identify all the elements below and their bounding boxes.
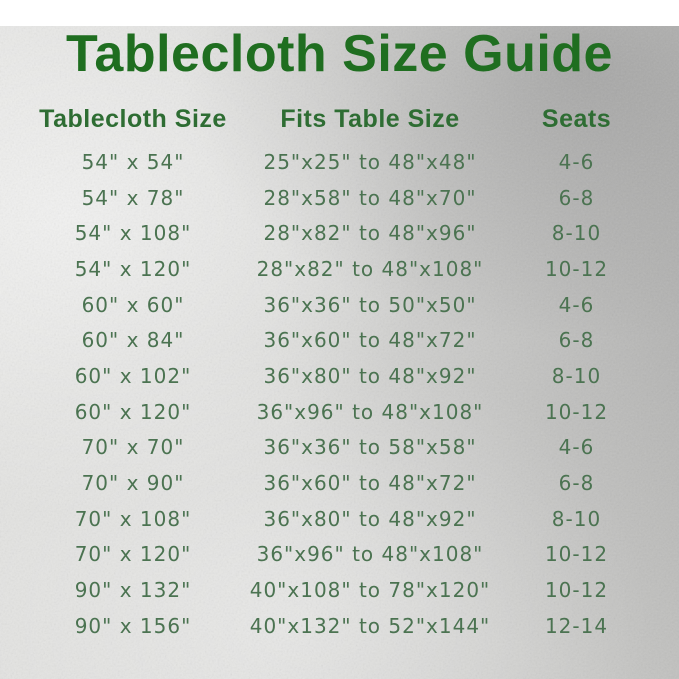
fits-table-size-cell: 36"x96" to 48"x108" [256, 399, 484, 424]
fits-table-size-cell: 36"x36" to 58"x58" [263, 435, 477, 460]
fits-table-size-cell: 36"x60" to 48"x72" [263, 328, 477, 353]
fits-table-size-cell: 36"x80" to 48"x92" [263, 506, 477, 531]
table-row [30, 501, 649, 537]
tablecloth-size-cell: 60" x 120" [74, 399, 192, 424]
tablecloth-size-cell: 54" x 108" [74, 221, 192, 246]
tablecloth-size-cell: 90" x 132" [74, 578, 192, 603]
table-row [30, 430, 649, 466]
seats-cell: 4-6 [558, 149, 595, 174]
seats-cell: 6-8 [558, 185, 595, 210]
fits-table-size-cell: 36"x36" to 50"x50" [263, 292, 477, 317]
seats-cell: 10-12 [544, 256, 609, 281]
seats-cell: 6-8 [558, 328, 595, 353]
tablecloth-size-cell: 54" x 54" [81, 149, 185, 174]
fits-table-size-cell: 36"x60" to 48"x72" [263, 471, 477, 496]
tablecloth-size-cell: 54" x 78" [81, 185, 185, 210]
fits-table-size-cell: 36"x80" to 48"x92" [263, 363, 477, 388]
seats-cell: 10-12 [544, 542, 609, 567]
fits-table-size-cell: 28"x82" to 48"x108" [256, 256, 484, 281]
size-guide-table [0, 104, 679, 644]
table-row [30, 144, 649, 180]
table-row [30, 358, 649, 394]
tablecloth-size-cell: 70" x 120" [74, 542, 192, 567]
fits-table-size-cell: 25"x25" to 48"x48" [263, 149, 477, 174]
table-row [30, 465, 649, 501]
table-header-row [30, 104, 649, 134]
fits-table-size-cell: 28"x58" to 48"x70" [263, 185, 477, 210]
tablecloth-size-cell: 70" x 70" [81, 435, 185, 460]
size-guide-poster [0, 26, 679, 679]
page-title: Tablecloth Size Guide [66, 25, 613, 83]
column-header-seats: Seats [541, 104, 612, 133]
tablecloth-size-cell: 60" x 60" [81, 292, 185, 317]
tablecloth-size-cell: 60" x 102" [74, 363, 192, 388]
tablecloth-size-cell: 70" x 90" [81, 471, 185, 496]
tablecloth-size-cell: 54" x 120" [74, 256, 192, 281]
column-header-tablecloth-size: Tablecloth Size [39, 104, 227, 133]
seats-cell: 8-10 [551, 221, 602, 246]
tablecloth-size-cell: 60" x 84" [81, 328, 185, 353]
column-header-fits-table-size: Fits Table Size [280, 104, 460, 133]
seats-cell: 6-8 [558, 471, 595, 496]
seats-cell: 10-12 [544, 578, 609, 603]
fits-table-size-cell: 36"x96" to 48"x108" [256, 542, 484, 567]
table-row [30, 215, 649, 251]
seats-cell: 4-6 [558, 435, 595, 460]
table-row [30, 251, 649, 287]
seats-cell: 4-6 [558, 292, 595, 317]
poster-content [0, 26, 679, 644]
fits-table-size-cell: 40"x132" to 52"x144" [249, 613, 491, 638]
table-row [30, 608, 649, 644]
table-row [30, 394, 649, 430]
fits-table-size-cell: 28"x82" to 48"x96" [263, 221, 477, 246]
table-row [30, 572, 649, 608]
tablecloth-size-cell: 70" x 108" [74, 506, 192, 531]
table-row [30, 322, 649, 358]
fits-table-size-cell: 40"x108" to 78"x120" [249, 578, 491, 603]
seats-cell: 8-10 [551, 363, 602, 388]
seats-cell: 8-10 [551, 506, 602, 531]
seats-cell: 12-14 [544, 613, 609, 638]
table-row [30, 287, 649, 323]
tablecloth-size-cell: 90" x 156" [74, 613, 192, 638]
table-body [30, 144, 649, 644]
seats-cell: 10-12 [544, 399, 609, 424]
table-row [30, 537, 649, 573]
table-row [30, 180, 649, 216]
